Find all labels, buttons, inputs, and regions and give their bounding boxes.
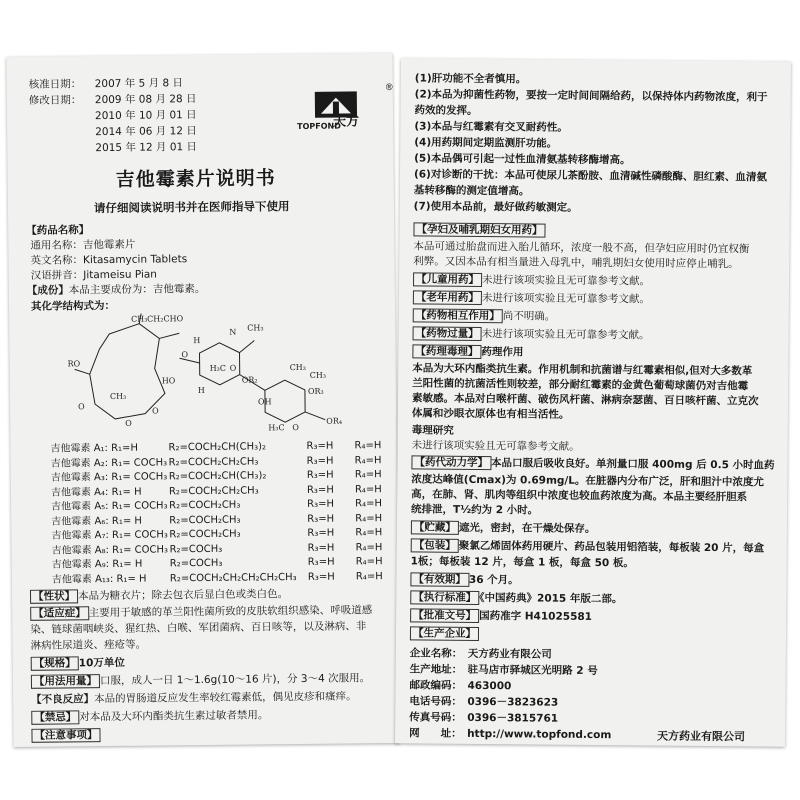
toxicology-title: 毒理研究 (411, 424, 454, 437)
component-name: 吉他霉素 A₇: R₁= COCH₃ (51, 529, 168, 542)
spec-header: 【规格】 (31, 656, 79, 671)
spec-text: 10万单位 (78, 656, 125, 670)
component-r4: R₄=H (354, 454, 382, 466)
component-r2: R₂=COCH₂CH₂CH₂CH₂CH₃ (169, 571, 297, 584)
component-r4: R₄=H (354, 440, 382, 452)
pharmacology-header: 【药理毒理】 (412, 344, 481, 359)
pk-line-2: 浓度达峰值(Cmax)为 0.69mg/L。在脏器内分布广泛，肝和胆汁中浓度尤 (411, 473, 765, 489)
component-r2: R₂=COCH₃ (169, 543, 223, 555)
struct-label-o5: O (292, 422, 299, 433)
approval-number: 国药准字 H41025581 (479, 610, 593, 623)
interaction-text: 尚不明确。 (502, 310, 556, 323)
struct-label-ch3-4: CH₃ (289, 362, 307, 373)
indications-line-1: 主要用于敏感的革兰阳性菌所致的皮肤软组织感染、呼吸道感 (88, 604, 373, 620)
component-name: 吉他霉素 A₄: R₁= H (50, 486, 142, 499)
component-name: 吉他霉素 A₅: R₁= COCH₃ (51, 500, 168, 513)
struct-label-ch3-2: CH₃ (247, 323, 264, 333)
ingredients-header: 【成份】 (26, 284, 69, 297)
pharmacology-line-1: 本品为大环内酯类抗生素。作用机制和抗菌谱与红霉素相似,但对大多数革 (412, 362, 753, 378)
component-r3: R₃=H (307, 498, 335, 510)
pk-line-1: 本品口服后吸收良好。单剂量口服 400mg 后 0.5 小时血药 (490, 457, 775, 472)
storage-header: 【贮藏】 (411, 520, 459, 534)
pregnancy-line-1: 本品可通过胎盘而进入胎儿循环，浓度一般不高，但孕妇应用时仍宜权衡 (413, 240, 750, 256)
toxicology-text: 未进行该项实验且无可靠参考文献。 (411, 439, 580, 453)
geriatric-text: 未进行该项实验且无可靠参考文献。 (481, 292, 650, 306)
standard-text: 《中国药典》2015 年版二部。 (479, 592, 623, 606)
struct-label-ch3: CH₃ (131, 314, 148, 324)
ingredients-text: 本品主要成份为：吉他霉素。 (68, 282, 206, 297)
component-r3: R₃=H (306, 455, 334, 467)
component-r4: R₄=H (355, 556, 383, 568)
struct-label-or3: OR₃ (307, 386, 324, 396)
character-header: 【性状】 (30, 589, 78, 604)
postcode-label: 邮政编码： (409, 679, 463, 692)
approval-number-header: 【批准文号】 (410, 608, 479, 623)
revision-date-1: 2009 年 08 月 28 日 (94, 93, 197, 107)
revision-date-label: 修改日期： (28, 94, 82, 107)
precautions-header: 【注意事项】 (31, 728, 100, 743)
struct-label-or2: OR₂ (241, 375, 258, 385)
address-label: 生产地址： (409, 663, 463, 676)
component-r2: R₂=COCH₃ (169, 557, 223, 570)
manufacturer-header: 【生产企业】 (410, 626, 479, 641)
precaution-item: (6)对诊断的干扰：本品可使尿儿茶酚胺、血清碱性磷酸酶、胆红素、血清氨 (413, 168, 767, 184)
package-line-2: 1板；每板装 12 片，每盒 1 板，每盒 50 板。 (410, 555, 634, 570)
left-leaflet-page (6, 53, 399, 747)
component-r4: R₄=H (355, 541, 383, 553)
struct-label-ro: RO (67, 359, 81, 369)
component-r2: R₂=COCH₂CH₃ (169, 499, 241, 512)
website-label: 网 址： (409, 727, 462, 740)
component-name: 吉他霉素 A₁₃: R₁= H (51, 573, 147, 586)
fax-text: 0396－3815761 (467, 711, 559, 725)
component-name: 吉他霉素 A₉: R₁= H (51, 558, 143, 571)
revision-date-4: 2015 年 12 月 01 日 (95, 141, 198, 155)
component-name: 吉他霉素 A₁: R₁=H (50, 442, 138, 455)
storage-text: 遮光，密封，在干燥处保存。 (458, 521, 596, 536)
drug-name-header: 【药品名称】 (26, 224, 90, 237)
geriatric-header: 【老年用药】 (413, 290, 482, 305)
component-r2: R₂=COCH₂CH₂CH₃ (168, 455, 259, 468)
indications-line-3: 淋病性尿道炎、痤疮等。 (30, 638, 147, 652)
character-text: 本品为糖衣片；除去包衣后显白色或类白色。 (77, 588, 289, 603)
package-header: 【包装】 (411, 538, 459, 552)
approval-date-label: 核准日期： (28, 78, 82, 91)
struct-label-or4: OR₄ (326, 416, 343, 426)
component-r3: R₃=H (307, 542, 335, 554)
company-signature: 天方药业有限公司 (657, 729, 746, 744)
pharmacology-line-4: 体属和沙眼衣原体也有相当活性。 (411, 407, 570, 421)
component-name: 吉他霉素 A₆: R₁= H (51, 515, 142, 528)
component-r4: R₄=H (354, 469, 382, 481)
standard-header: 【执行标准】 (410, 590, 479, 605)
component-name: 吉他霉素 A₃: R₁= COCH₃ (50, 471, 168, 484)
struct-label-ho: HO (161, 376, 176, 386)
company-label: 企业名称： (409, 647, 463, 660)
struct-label-o2: O (229, 363, 237, 373)
component-r2: R₂=COCH₂CH(CH₃)₂ (168, 441, 267, 454)
component-r4: R₄=H (355, 512, 383, 524)
approval-date: 2007 年 5 月 8 日 (94, 77, 184, 91)
precaution-item: 基转移酶的测定值增高。 (413, 184, 530, 198)
brand-name-en: TOPFOND (297, 121, 341, 131)
component-r4: R₄=H (355, 527, 383, 539)
pk-line-3: 高，在肺、肾、肌肉等组织中浓度也较血药浓度为高。本品主要经肝胆系 (411, 488, 748, 504)
component-r2: R₂=COCH₂CH₃ (169, 514, 241, 526)
revision-date-3: 2014 年 06 月 12 日 (95, 125, 197, 139)
pediatric-text: 未进行该项实验且无可靠参考文献。 (482, 274, 651, 288)
component-r3: R₃=H (306, 440, 334, 452)
struct-label-h1: H (193, 336, 201, 346)
precaution-item: (5)本品偶可引起一过性血清氨基转移酶增高。 (414, 152, 631, 167)
precaution-item: (2)本品为抑菌性药物，要按一定时间间隔给药，以保持体内药物浓度，利于 (414, 88, 768, 104)
indications-header: 【适应症】 (30, 606, 89, 621)
struct-label-o6: O (78, 402, 85, 412)
struct-label-h3c: H₃C (209, 363, 227, 373)
precaution-item: (7)使用本品前，最好做药敏测定。 (413, 200, 578, 214)
generic-name: 通用名称：吉他霉素片 (30, 238, 136, 252)
component-name: 吉他霉素 A₈: R₁= COCH₃ (51, 543, 169, 557)
pediatric-header: 【儿童用药】 (413, 272, 482, 287)
postcode-text: 463000 (467, 679, 512, 693)
chemical-structure (69, 311, 360, 438)
struct-label-oh: OH (257, 397, 272, 407)
struct-label-ch3-5: CH₃ (309, 370, 327, 380)
package-line-1: 聚氯乙烯固体药用硬片、药品包装用铝箔装，每板装 20 片，每盒 (458, 539, 765, 555)
overdose-header: 【药物过量】 (413, 326, 482, 341)
struct-label-o3: O (125, 418, 132, 428)
struct-label-o1: O (181, 350, 189, 360)
validity-header: 【有效期】 (410, 572, 469, 587)
document-subtitle: 请仔细阅读说明书并在医师指导下使用 (93, 199, 290, 216)
pharmacology-line-2: 兰阳性菌的抗菌活性则较差，部分耐红霉素的金黄色葡萄球菌仍对吉他霉 (412, 377, 749, 393)
adverse-header: 【不良反应】 (31, 693, 95, 706)
document-title: 吉他霉素片说明书 (115, 167, 276, 191)
company-name: 天方药业有限公司 (467, 647, 552, 661)
component-r3: R₃=H (307, 513, 335, 525)
pregnancy-header: 【孕妇及哺乳期妇女用药】 (413, 222, 545, 237)
component-r4: R₄=H (355, 498, 383, 510)
overdose-text: 未进行该项实验且无可靠参考文献。 (481, 328, 650, 342)
component-r3: R₃=H (307, 527, 335, 539)
precaution-item: (1)肝功能不全者慎用。 (414, 72, 527, 86)
struct-label-o4: O (152, 406, 159, 416)
component-r3: R₃=H (306, 484, 334, 496)
precaution-item: (4)用药期间定期监测肝功能。 (414, 136, 558, 150)
pharmacology-title: 药理作用 (481, 346, 524, 359)
indications-line-2: 染、链球菌咽峡炎、猩红热、白喉、军团菌病、百日咳等，以及淋病、非 (30, 620, 367, 636)
revision-date-2: 2010 年 10 月 01 日 (94, 109, 197, 123)
precaution-list (401, 58, 791, 214)
right-leaflet-page (395, 58, 791, 746)
component-r2: R₂=COCH₂CH₂CH₃ (168, 484, 259, 497)
component-r3: R₃=H (307, 571, 335, 583)
dosage-header: 【用法用量】 (31, 674, 100, 689)
precaution-item: 药效的发挥。 (414, 104, 478, 117)
phone-text: 0396－3823623 (467, 695, 559, 709)
interaction-header: 【药物相互作用】 (413, 308, 503, 323)
validity-text: 36 个月。 (468, 573, 519, 587)
component-r4: R₄=H (354, 483, 382, 495)
english-name: 英文名称：Kitasamycin Tablets (30, 253, 188, 267)
contraindications-text: 对本品及大环内酯类抗生素过敏者禁用。 (79, 709, 269, 724)
brand-name-cn: 天方 (333, 114, 360, 130)
adverse-text: 本品的胃肠道反应发生率较红霉素低，偶见皮疹和瘙痒。 (94, 690, 357, 706)
component-r2: R₂=COCH₂CH(CH₃)₂ (168, 470, 267, 483)
struct-label-h2: H (197, 385, 205, 396)
struct-label-h3c-2: H₃C (268, 423, 285, 433)
struct-label-n: N (229, 327, 237, 337)
fax-label: 传真号码： (409, 711, 462, 724)
phone-label: 电话号码： (409, 695, 462, 708)
component-r4: R₄=H (355, 570, 383, 582)
structure-label: 其化学结构式为： (30, 299, 116, 313)
pregnancy-line-2: 利弊。又因本品有相当量进入母乳中，哺乳期妇女使用时应停止哺乳。 (413, 255, 739, 271)
pharmacology-line-3: 素敏感。本品对白喉杆菌、破伤风杆菌、淋病奈瑟菌、百日咳杆菌、立克次 (411, 392, 759, 408)
contraindications-header: 【禁忌】 (31, 710, 79, 725)
pk-header: 【药代动力学】 (411, 455, 491, 470)
website-link[interactable]: http://www.topfond.com (467, 727, 612, 742)
pinyin-name: 汉语拼音：Jitameisu Pian (30, 268, 157, 282)
dosage-text: 口服，成人一日 1～1.6g(10～16 片)，分 3～4 次服用。 (99, 672, 371, 688)
address-text: 驻马店市驿城区光明路 2 号 (467, 663, 598, 678)
pk-line-4: 统排泄，T½约为 2 小时。 (411, 503, 539, 517)
struct-label-ch3-3: CH₃ (109, 391, 127, 401)
component-r3: R₃=H (306, 469, 334, 481)
component-name: 吉他霉素 A₂: R₁= COCH₃ (50, 456, 168, 470)
precaution-item: (3)本品与红霉素有交叉耐药性。 (414, 120, 568, 134)
component-r2: R₂=COCH₂CH₃ (169, 528, 241, 541)
struct-label-ch2cho: CH₂CHO (147, 314, 184, 324)
component-r3: R₃=H (307, 556, 335, 568)
registered-mark: ® (384, 82, 394, 94)
